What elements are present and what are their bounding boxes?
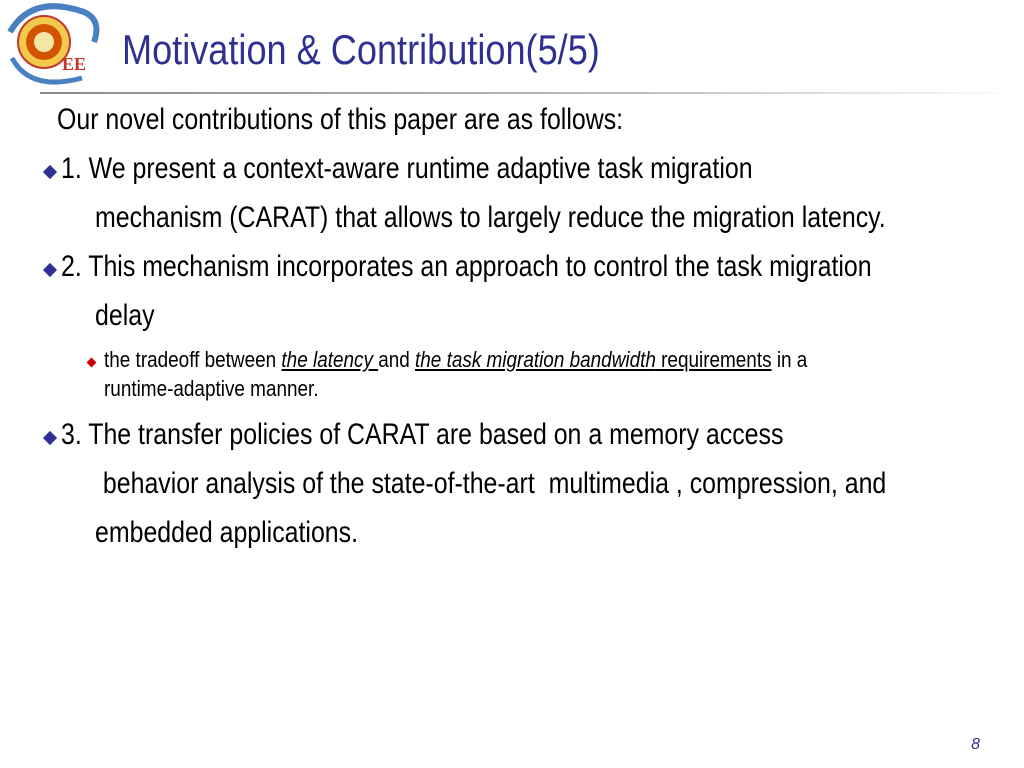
sub-bullet-diamond-icon	[87, 358, 97, 368]
item-1-line-1: 1. We present a context-aware runtime adaptive task migration	[61, 152, 753, 185]
bullet-diamond-icon	[43, 263, 57, 277]
sub-item-line-1: the tradeoff between the latency and the task migration bandwidth requirements in a	[104, 347, 808, 372]
item-3-line-3: embedded applications.	[95, 516, 359, 549]
item-3-line-2: behavior analysis of the state-of-the-art multimedia , compression, and	[96, 467, 887, 500]
intro-text: Our novel contributions of this paper are as follows:	[57, 103, 624, 136]
slide-title: Motivation & Contribution(5/5)	[122, 26, 600, 73]
bullet-diamond-icon	[43, 431, 57, 445]
logo-text: EE	[62, 54, 87, 74]
item-3-line-1: 3. The transfer policies of CARAT are based on a memory access	[61, 418, 784, 451]
university-logo	[2, 2, 106, 88]
bullet-diamond-icon	[43, 165, 57, 179]
item-1-line-2: mechanism (CARAT) that allows to largely reduce the migration latency.	[95, 201, 886, 234]
item-2-line-1: 2. This mechanism incorporates an approach to control the task migration	[61, 250, 872, 283]
item-2-line-2: delay	[95, 299, 155, 332]
page-number: 8	[971, 736, 980, 753]
title-divider	[40, 92, 1024, 94]
sub-item-line-2: runtime-adaptive manner.	[104, 376, 319, 401]
